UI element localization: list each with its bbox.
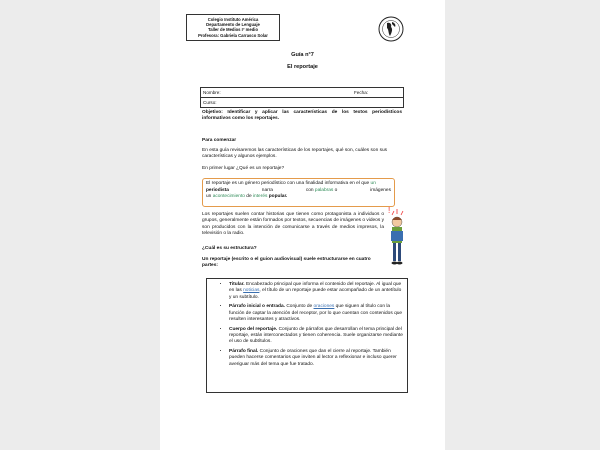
- school-logo-icon: [378, 16, 404, 42]
- definition-box: [202, 178, 395, 207]
- student-with-books-illustration: [385, 205, 409, 275]
- def-word-un2: un: [206, 194, 212, 200]
- list-item: • Párrafo final. Conjunto de oraciones que dan el cierre al reportaje. También pueden hacerse comentarios que inviten al lector a reflexionar e incluso querer averiguar más del tema que fue tratado.: [229, 349, 403, 368]
- department: Departamento de Lenguaje: [206, 22, 260, 28]
- def-word-un: un: [370, 181, 376, 186]
- objective-text: Objetivo: Identificar y aplicar las características de los textos periodísticos informativos como los reportajes.: [202, 110, 402, 122]
- document-page: [160, 0, 445, 450]
- def-word-o: o: [334, 187, 338, 193]
- course-row[interactable]: [201, 98, 403, 107]
- guide-title: El reportaje: [287, 64, 318, 70]
- svg-text:!: !: [388, 206, 391, 215]
- list-item: • Párrafo inicial o entrada. Conjunto de oraciones que siguen al título con la función de captar la atención del receptor, por lo que cuentan con contenidos que resulten interesantes y atractivos.: [229, 304, 403, 323]
- course-workshop: Taller de Medios I° medio: [208, 27, 258, 33]
- school-header: [186, 14, 280, 41]
- link-oraciones[interactable]: oraciones: [313, 304, 335, 310]
- student-fields: [200, 87, 404, 108]
- structure-heading: ¿Cuál es su estructura?: [202, 246, 257, 251]
- definition-text: El reportaje es un género periodístico con una finalidad informativa en el que: [206, 181, 370, 186]
- date-label: Fecha:: [354, 90, 369, 95]
- parts-list: [223, 282, 403, 368]
- def-word-periodista: periodista: [206, 187, 229, 193]
- def-word-con: con: [305, 187, 314, 193]
- course-label: Curso:: [203, 100, 217, 105]
- guide-number: Guía n°7: [291, 52, 314, 58]
- list-item: • Cuerpo del reportaje. Conjunto de párrafos que desarrollan el tema principal del reportaje, están interconectados y tienen coherencia. Suele organizarse mediante el uso de subtítulos.: [229, 327, 403, 346]
- structure-subheading: Un reportaje (escrito o el guion audiovisual) suele estructurarse en cuatro partes:: [202, 257, 371, 269]
- intro-heading: Para comenzar: [202, 138, 237, 143]
- name-row[interactable]: [201, 88, 403, 98]
- intro-question: En primer lugar ¿Qué es un reportaje?: [202, 166, 285, 171]
- def-word-imagenes: imágenes: [370, 187, 391, 193]
- school-name: Colegio Instituto América: [207, 17, 259, 22]
- teacher-name: Profesora: Gabriela Carrasco Solar: [198, 32, 268, 38]
- list-item: • Titular. Encabezado principal que informa el contenido del reportaje. Al igual que en las noticias, el título de un reportaje puede estar acompañado de un antetítulo y un subtítulo.: [229, 282, 403, 301]
- def-word-narra: narra: [261, 187, 273, 193]
- structure-parts-box: [206, 278, 408, 393]
- name-label: Nombre:: [203, 90, 221, 95]
- link-noticias[interactable]: noticias: [243, 288, 260, 294]
- def-word-popular: popular.: [268, 194, 288, 200]
- def-word-interes: interés: [252, 194, 268, 200]
- body-text: Los reportajes suelen contar historias que tienen como protagonista a individuos o grupos, generalmente están formados por textos, secuencias de imágenes o videos y son producidos con la intención de comunicarse a través de medios impresos, la televisión o la radio.: [202, 212, 384, 237]
- def-word-palabras: palabras: [314, 187, 334, 193]
- def-word-acontecimiento: acontecimiento: [212, 194, 245, 200]
- def-word-de: de: [246, 194, 252, 200]
- intro-text: En esta guía revisaremos las características de los reportajes, qué son, cuáles son sus características y algunos ejemplos.: [202, 148, 388, 160]
